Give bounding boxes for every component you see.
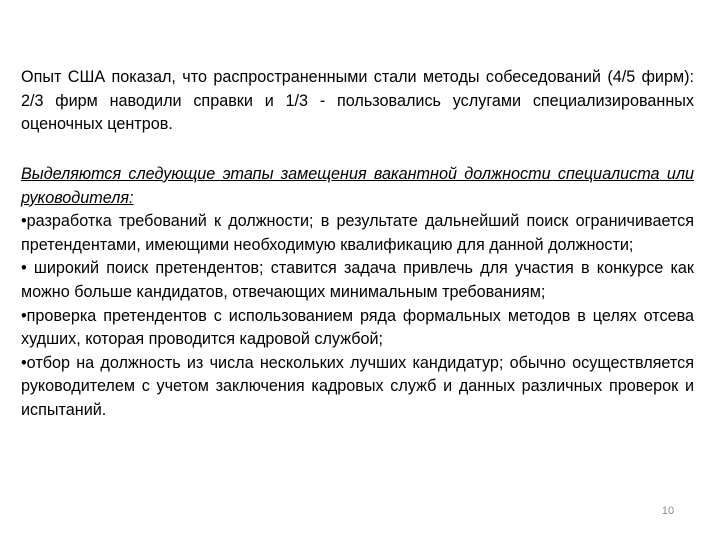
stages-heading: Выделяются следующие этапы замещения вакантной должности специалиста или руководителя: <box>21 165 694 207</box>
stage-item-1: •разработка требований к должности; в результате дальнейший поиск ограничивается претендентами, имеющими необходимую квалификацию для данной должности; <box>21 212 694 254</box>
stages-text-block <box>21 163 694 423</box>
intro-paragraph: Опыт США показал, что распространенными стали методы собеседований (4/5 фирм): 2/3 фирм наводили справки и 1/3 - пользовались услугами специализированных оценочных центров. <box>21 68 694 134</box>
page-number: 10 <box>661 505 675 517</box>
intro-text-block <box>21 66 694 137</box>
stage-item-4: •отбор на должность из числа нескольких лучших кандидатур; обычно осуществляется руководителем с учетом заключения кадровых служб и данных различных проверок и испытаний. <box>21 353 694 419</box>
stage-item-2: • широкий поиск претендентов; ставится задача привлечь для участия в конкурсе как можно больше кандидатов, отвечающих минимальным требованиям; <box>21 259 694 301</box>
stage-item-3: •проверка претендентов с использованием ряда формальных методов в целях отсева худших, которая проводится кадровой службой; <box>21 306 694 349</box>
